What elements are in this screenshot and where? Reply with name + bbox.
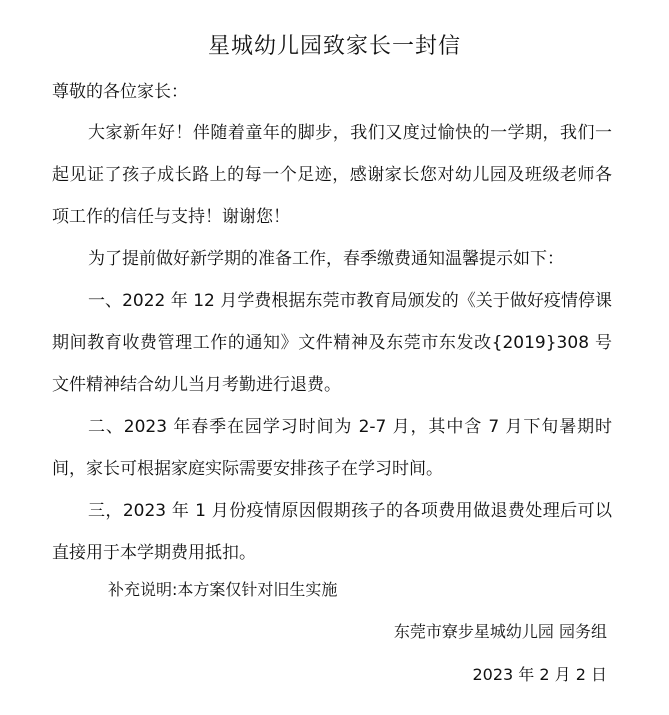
- paragraph-intro: 为了提前做好新学期的准备工作，春季缴费通知温馨提示如下：: [88, 249, 564, 269]
- letter-title: 星城幼儿园致家长一封信: [207, 34, 461, 59]
- paragraph-item-one: 一、2022 年 12 月学费根据东莞市教育局颁发的《关于做好疫情停课期间教育收费管理工作的通知》文件精神及东莞市东发改{2019}308 号文件精神结合幼儿当月考勤进行退费。: [52, 291, 612, 395]
- paragraph-item-three: 三，2023 年 1 月份疫情原因假期孩子的各项费用做退费处理后可以直接用于本学期费用抵扣。: [52, 501, 612, 563]
- letter-signer: 东莞市寮步星城幼儿园 园务组: [393, 622, 607, 641]
- letter-date: 2023 年 2 月 2 日: [472, 665, 607, 684]
- paragraph-item-two: 二、2023 年春季在园学习时间为 2-7 月，其中含 7 月下旬暑期时间，家长可根据家庭实际需要安排孩子在学习时间。: [52, 417, 612, 479]
- paragraph-new-year: 大家新年好！伴随着童年的脚步，我们又度过愉快的一学期，我们一起见证了孩子成长路上的每一个足迹，感谢家长您对幼儿园及班级老师各项工作的信任与支持！谢谢您！: [52, 123, 612, 227]
- letter-greeting: 尊敬的各位家长：: [52, 82, 188, 102]
- supplement-note: 补充说明:本方案仅针对旧生实施: [108, 580, 338, 599]
